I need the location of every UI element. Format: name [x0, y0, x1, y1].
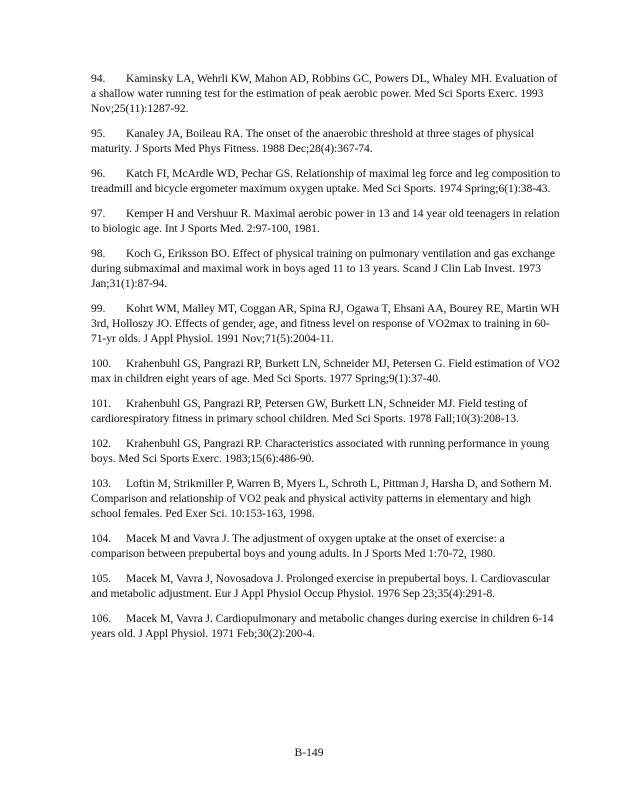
reference-95 — [91, 126, 561, 156]
reference-96 — [91, 166, 561, 196]
reference-94 — [91, 71, 561, 116]
reference-number: 95. — [91, 127, 106, 140]
reference-number: 102. — [91, 437, 112, 450]
reference-number: 98. — [91, 247, 106, 260]
reference-text: Koch G, Eriksson BO. Effect of physical training on pulmonary ventilation and gas exchange during submaximal and maximal work in boys aged 11 to 13 years. Scand J Clin Lab Invest. 1973 Jan;31(1):87-94. — [91, 247, 555, 290]
reference-text: Kanaley JA, Boileau RA. The onset of the anaerobic threshold at three stages of physical maturity. J Sports Med Phys Fitness. 1988 Dec;28(4):367-74. — [91, 127, 535, 155]
reference-number: 101. — [91, 397, 112, 410]
reference-number: 100. — [91, 357, 112, 370]
reference-number: 97. — [91, 207, 106, 220]
reference-text: Krahenbuhl GS, Pangrazi RP. Characteristics associated with running performance in young boys. Med Sci Sports Exerc. 1983;15(6):486-90. — [91, 437, 550, 465]
reference-105 — [91, 571, 561, 601]
reference-100 — [91, 356, 561, 386]
reference-text: Krahenbuhl GS, Pangrazi RP, Burkett LN, Schneider MJ, Petersen G. Field estimation of VO2 max in children eight years of age. Med Sci Sports. 1977 Spring;9(1):37-40. — [91, 357, 560, 385]
reference-text: Macek M and Vavra J. The adjustment of oxygen uptake at the onset of exercise: a comparison between prepubertal boys and young adults. In J Sports Med 1:70-72, 1980. — [91, 532, 505, 560]
reference-number: 106. — [91, 612, 112, 625]
page-number: B-149 — [294, 746, 324, 759]
reference-text: Krahenbuhl GS, Pangrazi RP, Petersen GW, Burkett LN, Schneider MJ. Field testing of cardiorespiratory fitness in primary school children. Med Sci Sports. 1978 Fall;10(3):208-13. — [91, 397, 528, 425]
reference-text: Macek M, Vavra J. Cardiopulmonary and metabolic changes during exercise in children 6-14 years old. J Appl Physiol. 1971 Feb;30(2):200-4. — [91, 612, 554, 640]
reference-102 — [91, 436, 561, 466]
reference-number: 105. — [91, 572, 112, 585]
reference-text: Kohrt WM, Malley MT, Coggan AR, Spina RJ, Ogawa T, Ehsani AA, Bourey RE, Martin WH 3rd, Holloszy JO. Effects of gender, age, and fitness level on response of VO2max to training in 60-71-yr olds. J Appl Physiol. 1991 Nov;71(5):2004-11. — [91, 302, 560, 345]
reference-103 — [91, 476, 561, 521]
reference-97 — [91, 206, 561, 236]
reference-number: 96. — [91, 167, 106, 180]
reference-text: Katch FI, McArdle WD, Pechar GS. Relationship of maximal leg force and leg composition to treadmill and bicycle ergometer maximum oxygen uptake. Med Sci Sports. 1974 Spring;6(1):38-43. — [91, 167, 561, 195]
reference-99 — [91, 301, 561, 346]
reference-text: Kaminsky LA, Wehrli KW, Mahon AD, Robbins GC, Powers DL, Whaley MH. Evaluation of a shallow water running test for the estimation of peak aerobic power. Med Sci Sports Exerc. 1993 Nov;25(11):1287-92. — [91, 72, 558, 115]
reference-text: Kemper H and Vershuur R. Maximal aerobic power in 13 and 14 year old teenagers in relation to biologic age. Int J Sports Med. 2:97-100, 1981. — [91, 207, 560, 235]
reference-text: Macek M, Vavra J, Novosadova J. Prolonged exercise in prepubertal boys. I. Cardiovascular and metabolic adjustment. Eur J Appl Physiol Occup Physiol. 1976 Sep 23;35(4):291-8. — [91, 572, 550, 600]
reference-106 — [91, 611, 561, 641]
reference-number: 94. — [91, 72, 106, 85]
reference-number: 99. — [91, 302, 106, 315]
reference-number: 103. — [91, 477, 112, 490]
reference-number: 104. — [91, 532, 112, 545]
reference-98 — [91, 246, 561, 291]
reference-list — [91, 71, 561, 651]
reference-text: Loftin M, Strikmiller P, Warren B, Myers L, Schroth L, Pittman J, Harsha D, and Sothern M. Comparison and relationship of VO2 peak and physical activity patterns in elementary and high school females. Ped Exer Sci. 10:153-163, 1998. — [91, 477, 552, 520]
reference-104 — [91, 531, 561, 561]
reference-101 — [91, 396, 561, 426]
